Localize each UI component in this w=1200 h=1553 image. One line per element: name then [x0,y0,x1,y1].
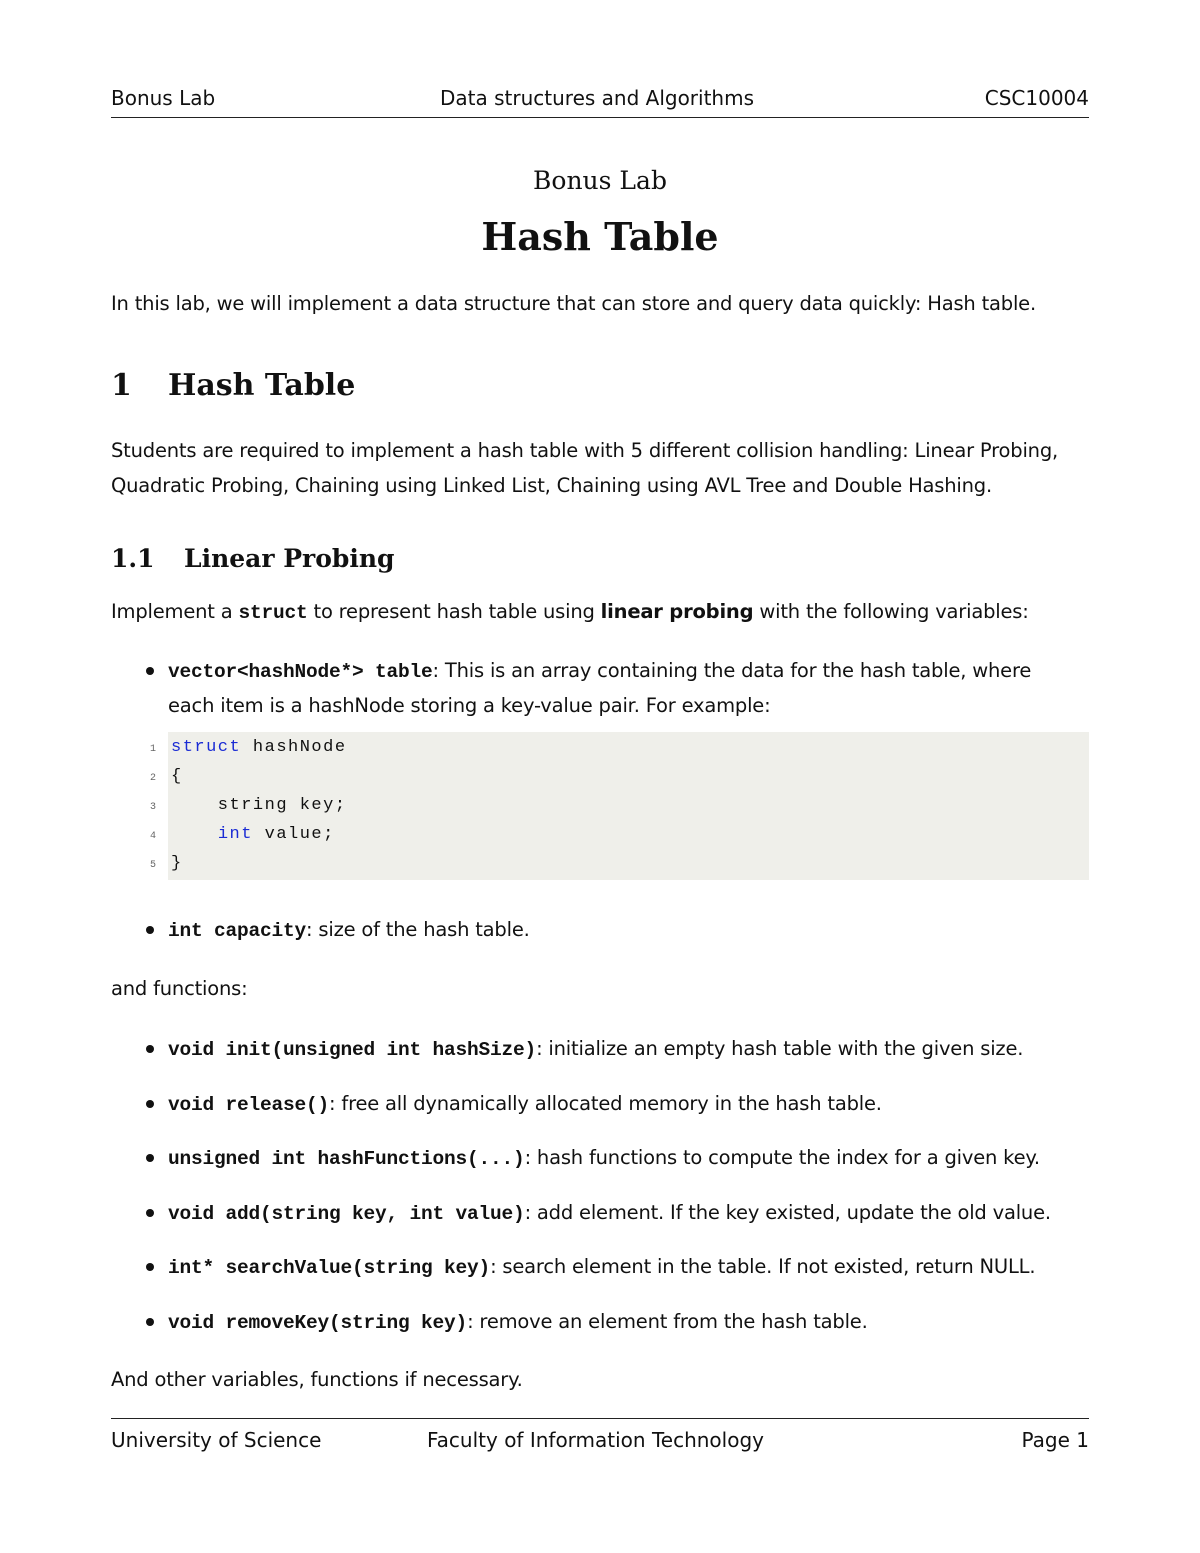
section-paragraph-line2: Quadratic Probing, Chaining using Linked List, Chaining using AVL Tree and Double Hashing. [111,474,992,497]
header-center: Data structures and Algorithms [440,86,755,110]
bullet-dot [146,1263,154,1271]
section-paragraph-line1: Students are required to implement a hash table with 5 different collision handling: Linear Probing, [111,439,1059,462]
function-item [168,1310,868,1334]
function-text: : free all dynamically allocated memory in the hash table. [329,1092,882,1115]
page-title: Hash Table [481,214,719,259]
subsection-intro [111,600,1029,624]
function-item [168,1201,1051,1225]
intro-paragraph: In this lab, we will implement a data structure that can store and query data quickly: Hash table. [111,292,1036,315]
code-indent [171,825,218,844]
footer-center: Faculty of Information Technology [427,1428,764,1452]
function-code: void release() [168,1094,330,1116]
closing-paragraph: And other variables, functions if necessary. [111,1368,523,1391]
function-text: : hash functions to compute the index for a given key. [524,1146,1040,1169]
code-keyword: struct [171,738,242,757]
code-line-number: 5 [150,860,157,871]
section-title: Hash Table [168,368,356,403]
function-text: : search element in the table. If not existed, return NULL. [490,1255,1036,1278]
code-text: hashNode [241,738,347,757]
section-number: 1 [111,368,132,403]
intro-text-mid: to represent hash table using [307,600,601,623]
intro-text-pre: Implement a [111,600,239,623]
bullet-dot [146,667,154,675]
code-line: } [171,854,183,873]
intro-keyword: struct [238,602,308,624]
bullet-dot [146,1045,154,1053]
variable-item [168,659,1031,683]
code-line [171,738,347,757]
header-rule [111,117,1089,118]
code-line-number: 1 [150,744,157,755]
intro-bold: linear probing [600,600,754,623]
variable-item [168,918,530,942]
variable-text-line2: each item is a hashNode storing a key-value pair. For example: [168,694,771,717]
code-line-number: 4 [150,831,157,842]
code-keyword: int [217,825,253,844]
code-text: value; [252,825,335,844]
title-kicker: Bonus Lab [533,166,667,195]
variable-code: int capacity [168,920,307,942]
bullet-dot [146,1100,154,1108]
function-item [168,1092,882,1116]
function-text: : initialize an empty hash table with the given size. [536,1037,1024,1060]
function-item [168,1037,1023,1061]
subsection-title: Linear Probing [184,544,395,573]
page-number: Page 1 [1021,1428,1089,1452]
subsection-number: 1.1 [111,544,155,573]
functions-label: and functions: [111,977,248,1000]
function-item [168,1255,1035,1279]
function-code: void removeKey(string key) [168,1312,468,1334]
function-code: void add(string key, int value) [168,1203,525,1225]
variable-text: : size of the hash table. [306,918,530,941]
function-item [168,1146,1040,1170]
function-code: int* searchValue(string key) [168,1257,491,1279]
code-line: string key; [171,796,347,815]
function-text: : remove an element from the hash table. [467,1310,868,1333]
intro-text-post: with the following variables: [753,600,1029,623]
bullet-dot [146,1154,154,1162]
variable-code: vector<hashNode*> table [168,661,433,683]
footer-rule [111,1418,1089,1419]
bullet-dot [146,1318,154,1326]
code-line [171,825,335,844]
code-line-number: 3 [150,802,157,813]
bullet-dot [146,926,154,934]
code-line-number: 2 [150,773,157,784]
bullet-dot [146,1209,154,1217]
code-line: { [171,767,183,786]
header-right: CSC10004 [984,86,1089,110]
function-code: void init(unsigned int hashSize) [168,1039,537,1061]
variable-text: : This is an array containing the data for the hash table, where [432,659,1032,682]
function-text: : add element. If the key existed, update the old value. [524,1201,1051,1224]
header-left: Bonus Lab [111,86,216,110]
footer-left: University of Science [111,1428,322,1452]
function-code: unsigned int hashFunctions(...) [168,1148,525,1170]
